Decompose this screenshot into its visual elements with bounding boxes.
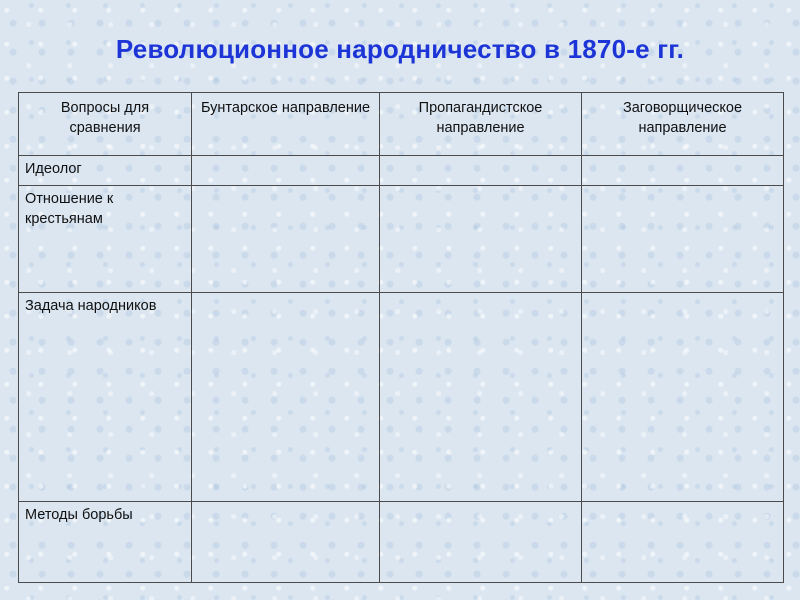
table-cell — [380, 502, 582, 583]
table-cell — [582, 156, 784, 186]
table-cell — [582, 293, 784, 502]
header-conspiracy-direction: Заговорщическое направление — [582, 93, 784, 156]
table-cell — [192, 156, 380, 186]
table-cell — [192, 293, 380, 502]
table-row — [19, 502, 784, 583]
header-propaganda-direction: Пропагандистское направление — [380, 93, 582, 156]
table-header-row — [19, 93, 784, 156]
table-row — [19, 186, 784, 293]
row-label-attitude-to-peasants: Отношение к крестьянам — [19, 186, 192, 293]
row-label-ideolog: Идеолог — [19, 156, 192, 186]
header-questions: Вопросы для сравнения — [19, 93, 192, 156]
table-cell — [192, 502, 380, 583]
table-cell — [582, 502, 784, 583]
header-rebel-direction: Бунтарское направление — [192, 93, 380, 156]
table-row — [19, 156, 784, 186]
table-row — [19, 293, 784, 502]
row-label-task: Задача народников — [19, 293, 192, 502]
table-cell — [380, 156, 582, 186]
table-cell — [192, 186, 380, 293]
table-cell — [380, 293, 582, 502]
row-label-methods: Методы борьбы — [19, 502, 192, 583]
table-cell — [582, 186, 784, 293]
slide-title: Революционное народничество в 1870-е гг. — [115, 34, 685, 64]
comparison-table — [18, 92, 784, 583]
table-cell — [380, 186, 582, 293]
